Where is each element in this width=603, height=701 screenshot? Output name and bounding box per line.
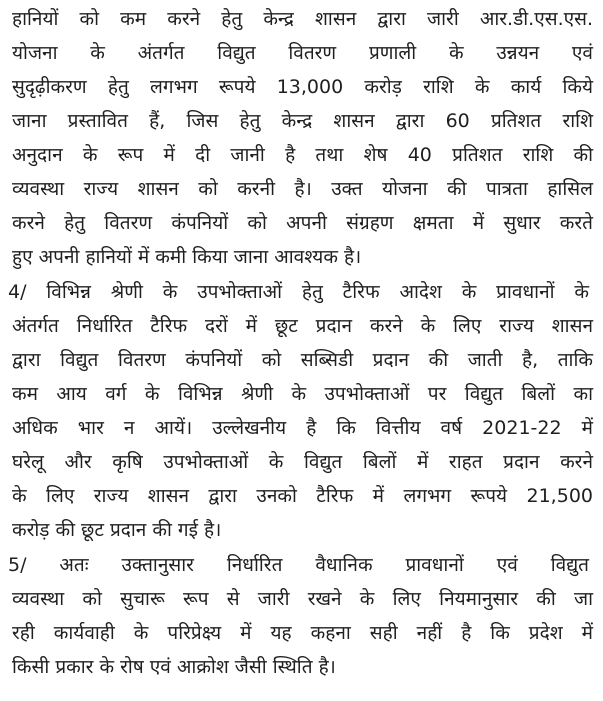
text-line: सुदृढ़ीकरण हेतु लगभग रूपये 13,000 करोड़ राशि के कार्य किये — [12, 76, 593, 98]
text-line: हुए अपनी हानियों में कमी किया जाना आवश्यक है। — [12, 246, 362, 268]
text-line: करोड़ की छूट प्रदान की गई है। — [12, 519, 222, 541]
text-line: हानियों को कम करने हेतु केन्द्र शासन द्वारा जारी आर.डी.एस.एस. — [12, 8, 593, 30]
text-line: घरेलू और कृषि उपभोक्ताओं के विद्युत बिलों में राहत प्रदान करने — [12, 451, 593, 473]
text-line: जाना प्रस्तावित हैं, जिस हेतु केन्द्र शासन द्वारा 60 प्रतिशत राशि — [12, 110, 593, 132]
text-line: अंतर्गत निर्धारित टैरिफ दरों में छूट प्रदान करने के लिए राज्य शासन — [12, 315, 593, 337]
text-line: योजना के अंतर्गत विद्युत वितरण प्रणाली के उन्नयन एवं — [12, 42, 593, 64]
paragraph-5-first-line: 5/ अतः उक्तानुसार निर्धारित वैधानिक प्रावधानों एवं विद्युत — [8, 554, 589, 576]
paragraph-4-first-line: 4/ विभिन्न श्रेणी के उपभोक्ताओं हेतु टैरिफ आदेश के प्रावधानों के — [8, 281, 589, 303]
text-line: के लिए राज्य शासन द्वारा उनको टैरिफ में लगभग रूपये 21,500 — [12, 485, 593, 507]
text-line: अधिक भार न आयें। उल्लेखनीय है कि वित्तीय वर्ष 2021-22 में — [12, 417, 593, 439]
text-line: रही कार्यवाही के परिप्रेक्ष्य में यह कहना सही नहीं है कि प्रदेश में — [12, 622, 593, 644]
text-line: किसी प्रकार के रोष एवं आक्रोश जैसी स्थिति है। — [12, 656, 336, 678]
text-line: कम आय वर्ग के विभिन्न श्रेणी के उपभोक्ताओं पर विद्युत बिलों का — [12, 383, 593, 405]
text-line: व्यवस्था राज्य शासन को करनी है। उक्त योजना की पात्रता हासिल — [12, 178, 593, 200]
text-line: करने हेतु वितरण कंपनियों को अपनी संग्रहण क्षमता में सुधार करते — [12, 212, 593, 234]
text-line: द्वारा विद्युत वितरण कंपनियों को सब्सिडी प्रदान की जाती है, ताकि — [12, 349, 593, 371]
text-line: व्यवस्था को सुचारू रूप से जारी रखने के लिए नियमानुसार की जा — [12, 588, 593, 610]
text-line: अनुदान के रूप में दी जानी है तथा शेष 40 प्रतिशत राशि की — [12, 144, 593, 166]
